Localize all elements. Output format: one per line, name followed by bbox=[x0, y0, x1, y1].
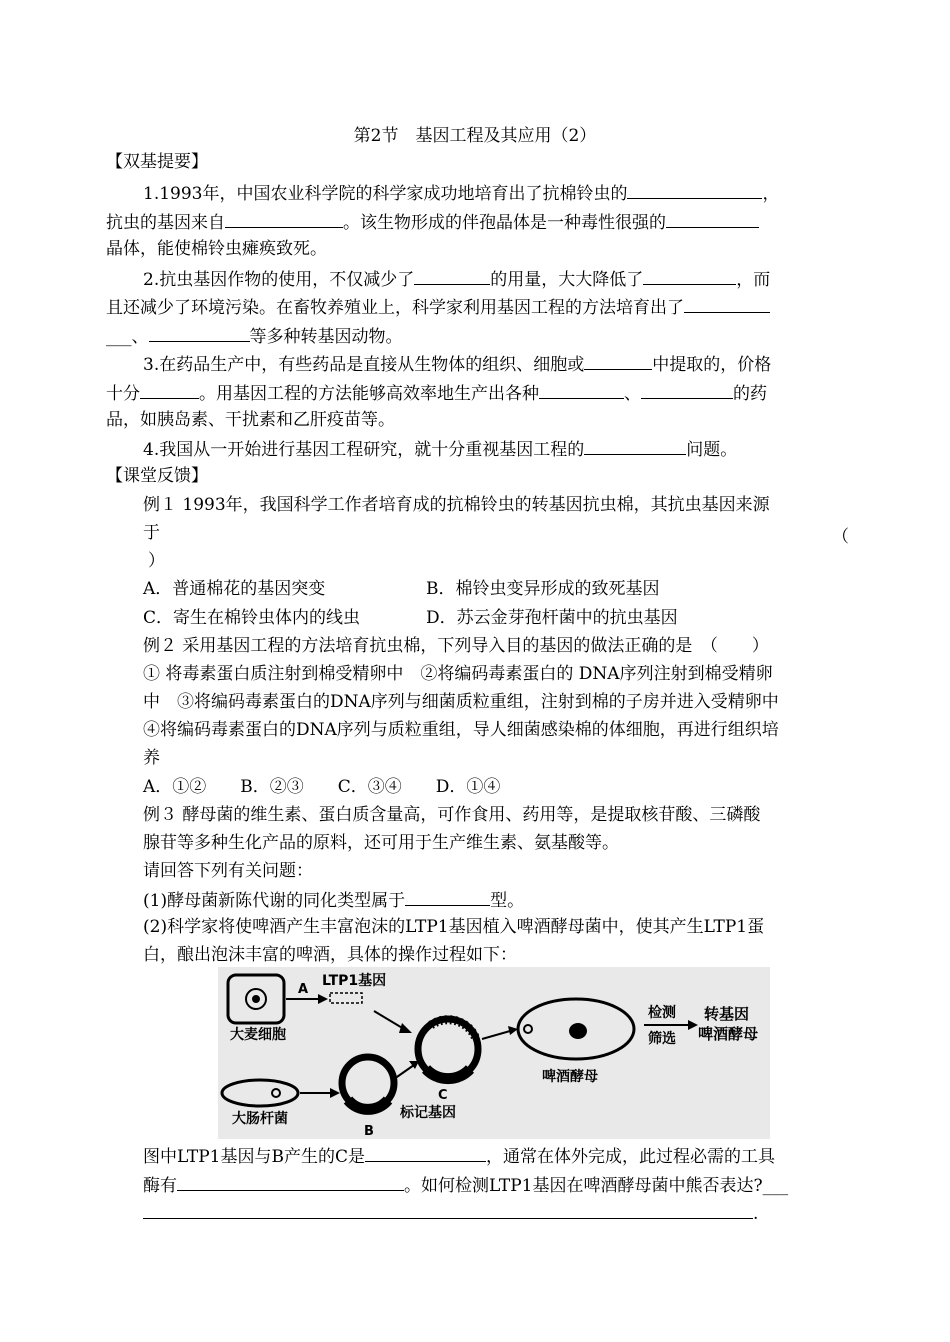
ecoli-label: 大肠杆菌 bbox=[232, 1111, 288, 1127]
q2-line2 bbox=[106, 295, 770, 319]
recombinant-c-marker bbox=[426, 1069, 470, 1079]
q4-blank-1[interactable] bbox=[584, 437, 686, 455]
result-label-line1: 转基因 bbox=[704, 1005, 750, 1023]
page-title: 第2节 基因工程及其应用（2） bbox=[353, 126, 597, 146]
ex1-option-b[interactable]: B．棉铃虫变异形成的致死基因 bbox=[426, 579, 660, 599]
ex3-after-blank-3[interactable] bbox=[143, 1201, 753, 1219]
q3-text-a: 3.在药品生产中，有些药品是直接从生物体的组织、细胞或 bbox=[143, 355, 585, 375]
ex3-after-line2 bbox=[143, 1173, 788, 1197]
ex1-answer-bracket-close[interactable]: ） bbox=[148, 551, 165, 571]
q1-blank-2[interactable] bbox=[225, 210, 343, 228]
diagram-svg bbox=[218, 967, 770, 1139]
barley-nucleus-core bbox=[252, 995, 260, 1003]
ltp1-label: LTP1基因 bbox=[322, 973, 387, 989]
ecoli-plasmid-dot bbox=[272, 1089, 280, 1097]
q2-blank-2[interactable] bbox=[643, 267, 736, 285]
ex3-after-text-c: 酶有 bbox=[143, 1176, 177, 1196]
q3-blank-1[interactable] bbox=[584, 352, 652, 370]
ex1-stem-line2: 于 bbox=[143, 523, 160, 543]
ex2-line3: ④将编码毒素蛋白的DNA序列与质粒重组，导人细菌感染棉的体细胞，再进行组织培 bbox=[143, 720, 779, 740]
barley-label: 大麦细胞 bbox=[230, 1027, 286, 1043]
arrow-c-to-yeast-icon bbox=[508, 1026, 518, 1035]
ex3-after-text-b: ，通常在体外完成，此过程必需的工具 bbox=[486, 1147, 775, 1167]
detect-label: 检测 bbox=[648, 1005, 676, 1021]
section-heading-shuangji: 【双基提要】 bbox=[106, 152, 208, 172]
ltp1-fragment bbox=[330, 993, 362, 1003]
ex3-after-line1 bbox=[143, 1144, 775, 1168]
q3-text-e: 、 bbox=[624, 384, 641, 404]
arrow-a-icon bbox=[318, 994, 328, 1004]
q3-text-f: 的药 bbox=[733, 384, 767, 404]
ex3-line3: 请回答下列有关问题： bbox=[143, 861, 313, 881]
result-label-line2: 啤酒酵母 bbox=[698, 1025, 759, 1043]
ex3-after-line3 bbox=[143, 1201, 758, 1225]
q2-blank-1[interactable] bbox=[414, 267, 490, 285]
q3-blank-4[interactable] bbox=[641, 381, 733, 399]
yeast-nucleus bbox=[569, 1023, 587, 1039]
ex1-option-d[interactable]: D．苏云金芽孢杆菌中的抗虫基因 bbox=[426, 608, 678, 628]
ex2-line1: ① 将毒素蛋白质注射到棉受精卵中 ②将编码毒素蛋白的 DNA序列注射到棉受精卵 bbox=[143, 664, 773, 684]
arrow-detect-icon bbox=[688, 1020, 698, 1030]
arrow-a-label: A bbox=[298, 982, 309, 997]
arrow-ecoli-icon bbox=[330, 1088, 340, 1098]
ex3-after-blank-2[interactable] bbox=[177, 1173, 404, 1191]
q2-line1 bbox=[143, 267, 770, 291]
q3-text-d: 。用基因工程的方法能够高效率地生产出各种 bbox=[199, 384, 539, 404]
q3-line1 bbox=[143, 352, 771, 376]
ex3-after-text-d: 。如何检测LTP1基因在啤酒酵母菌中熊否表达? bbox=[404, 1176, 763, 1196]
ex2-line4: 养 bbox=[143, 748, 160, 768]
q4-text-a: 4.我国从一开始进行基因工程研究，就十分重视基因工程的 bbox=[143, 440, 585, 460]
q2-text-e: ___、 bbox=[106, 327, 149, 347]
ex1-option-c[interactable]: C．寄生在棉铃虫体内的线虫 bbox=[143, 608, 361, 628]
ex1-answer-bracket-open: （ bbox=[832, 527, 849, 547]
ex3-line1: 例３ 酵母菌的维生素、蛋白质含量高，可作食用、药用等，是提取核苷酸、三磷酸 bbox=[143, 805, 761, 825]
q1-line1 bbox=[143, 181, 779, 205]
ex3-after-end: . bbox=[753, 1204, 759, 1224]
q1-text-a: 1.1993年，中国农业科学院的科学家成功地培育出了抗棉铃虫的 bbox=[143, 184, 628, 204]
q2-text-d: 且还减少了环境污染。在畜牧养殖业上，科学家利用基因工程的方法培育出了 bbox=[106, 298, 684, 318]
q1-line2 bbox=[106, 210, 759, 234]
recombinant-c-label: C bbox=[438, 1088, 448, 1103]
q3-text-c: 十分 bbox=[106, 384, 140, 404]
q3-line3: 品，如胰岛素、干扰素和乙肝疫苗等。 bbox=[106, 410, 395, 430]
yeast-label: 啤酒酵母 bbox=[542, 1069, 598, 1085]
q1-text-b: ， bbox=[762, 184, 780, 204]
arrow-to-c-icon bbox=[399, 1023, 412, 1033]
ex3-after-text-e: ___ bbox=[762, 1176, 789, 1196]
marker-gene-label: 标记基因 bbox=[400, 1105, 456, 1121]
ex3-line2: 腺苷等多种生化产品的原料，还可用于生产维生素、氨基酸等。 bbox=[143, 833, 619, 853]
q3-blank-2[interactable] bbox=[140, 381, 199, 399]
q2-line3 bbox=[106, 324, 403, 348]
q2-text-f: 等多种转基因动物。 bbox=[249, 327, 403, 347]
plasmid-b-label: B bbox=[364, 1124, 374, 1139]
ex3-q2-line1: (2)科学家将使啤酒产生丰富泡沫的LTP1基因植入啤酒酵母菌中，使其产生LTP1蛋 bbox=[143, 917, 765, 937]
q2-text-a: 2.抗虫基因作物的使用，不仅减少了 bbox=[143, 270, 415, 290]
ex1-stem-line1: 例１ 1993年，我国科学工作者培育成的抗棉铃虫的转基因抗虫棉，其抗虫基因来源 bbox=[143, 495, 770, 515]
section-heading-fankui: 【课堂反馈】 bbox=[106, 466, 208, 486]
plasmid-b-marker bbox=[348, 1100, 388, 1109]
q1-blank-3[interactable] bbox=[666, 210, 759, 228]
ex1-option-a[interactable]: A．普通棉花的基因突变 bbox=[143, 579, 326, 599]
ex3-q1-blank[interactable] bbox=[405, 888, 490, 906]
yeast-plasmid-dot bbox=[524, 1025, 532, 1033]
q3-text-b: 中提取的，价格 bbox=[652, 355, 772, 375]
ex2-line2: 中 ③将编码毒素蛋白的DNA序列与细菌质粒重组，注射到棉的子房并进入受精卵中 bbox=[143, 692, 779, 712]
q3-line2 bbox=[106, 381, 767, 405]
ex2-stem: 例２ 采用基因工程的方法培育抗虫棉，下列导入目的基因的做法正确的是 （ ） bbox=[143, 636, 769, 656]
ex3-after-blank-1[interactable] bbox=[365, 1144, 486, 1162]
q1-blank-1[interactable] bbox=[627, 181, 762, 199]
q1-line3: 晶体，能使棉铃虫瘫痪致死。 bbox=[106, 239, 327, 259]
q2-text-b: 的用量，大大降低了 bbox=[490, 270, 644, 290]
ex2-options[interactable]: A．①② B．②③ C．③④ D．①④ bbox=[143, 777, 501, 797]
ex3-q1-end: 型。 bbox=[490, 891, 525, 911]
q1-text-d: 。该生物形成的伴孢晶体是一种毒性很强的 bbox=[343, 213, 666, 233]
q1-text-c: 抗虫的基因来自 bbox=[106, 213, 225, 233]
q3-blank-3[interactable] bbox=[539, 381, 624, 399]
ex3-after-text-a: 图中LTP1基因与B产生的C是 bbox=[143, 1147, 365, 1167]
q2-text-c: ，而 bbox=[736, 270, 771, 290]
q2-blank-3[interactable] bbox=[684, 295, 770, 313]
ecoli-shape bbox=[222, 1080, 298, 1106]
gene-engineering-diagram bbox=[218, 967, 770, 1139]
ex3-q1 bbox=[143, 888, 524, 912]
q2-blank-4[interactable] bbox=[149, 324, 250, 342]
screen-label: 筛选 bbox=[648, 1031, 676, 1047]
ex3-q1-text: (1)酵母菌新陈代谢的同化类型属于 bbox=[143, 891, 406, 911]
ex3-q2-line2: 白，酿出泡沫丰富的啤酒，具体的操作过程如下： bbox=[143, 945, 517, 965]
q4-line1 bbox=[143, 437, 737, 461]
q4-text-b: 问题。 bbox=[686, 440, 738, 460]
